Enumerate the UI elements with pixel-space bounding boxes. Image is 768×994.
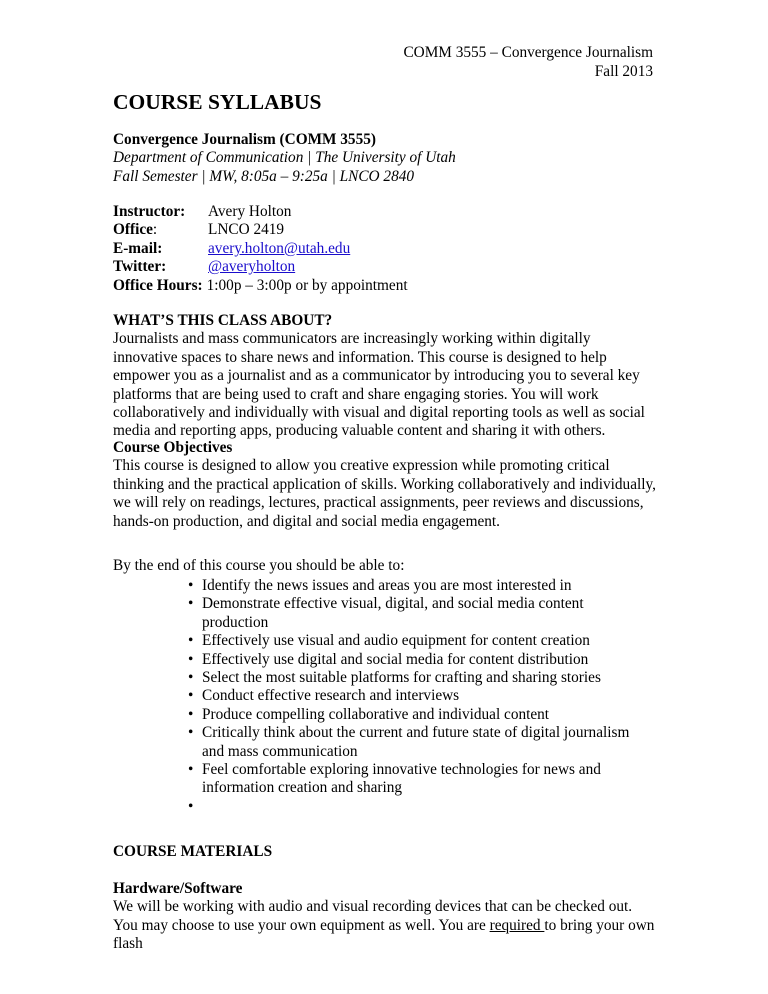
objectives-section	[113, 439, 658, 531]
course-name: Convergence Journalism (COMM 3555)	[113, 131, 376, 148]
office-colon: :	[152, 221, 158, 239]
email-label: E-mail:	[113, 239, 163, 257]
office-hours-value: 1:00p – 3:00p or by appointment	[206, 276, 408, 294]
contact-row-office-hours	[113, 277, 658, 295]
list-item: • Select the most suitable platforms for crafting and sharing stories	[188, 669, 648, 687]
office-value: LNCO 2419	[208, 221, 285, 239]
instructor-label: Instructor:	[113, 203, 186, 220]
list-item: • Critically think about the current and future state of digital journalism and mass communication	[188, 724, 648, 761]
about-section	[113, 312, 658, 441]
materials-subheading: Hardware/Software	[113, 880, 243, 897]
about-body: Journalists and mass communicators are increasingly working within digitally innovative spaces to share news and information. This course is designed to help empower you as a journalist and as a communicator by introducing you to several key platforms that are being used to craft and share engaging stories. You will work collaboratively and individually with visual and digital reporting tools as well as social media and reporting apps, producing valuable content and sharing it with others.	[113, 330, 645, 440]
twitter-link[interactable]: @averyholton	[208, 258, 296, 276]
objectives-heading: Course Objectives	[113, 439, 233, 456]
contact-row-twitter	[113, 258, 658, 276]
contact-info	[113, 203, 658, 295]
instructor-value: Avery Holton	[208, 203, 292, 220]
list-item: • Conduct effective research and interviews	[188, 687, 648, 705]
list-item: • Effectively use visual and audio equipment for content creation	[188, 632, 648, 650]
course-schedule: Fall Semester | MW, 8:05a – 9:25a | LNCO 2840	[113, 167, 415, 185]
list-item: • Effectively use digital and social media for content distribution	[188, 651, 648, 669]
objectives-intro: By the end of this course you should be able to:	[113, 557, 405, 574]
materials-body-required: required	[489, 916, 545, 934]
header-term: Fall 2013	[594, 63, 653, 80]
materials-heading	[113, 843, 658, 861]
email-link[interactable]: avery.holton@utah.edu	[208, 239, 351, 257]
materials-section	[113, 880, 658, 954]
contact-row-email	[113, 240, 658, 258]
course-info	[113, 131, 658, 186]
list-item: • Identify the news issues and areas you are most interested in	[188, 577, 648, 595]
list-item: • Feel comfortable exploring innovative technologies for news and information creation and sharing	[188, 761, 648, 798]
list-item	[188, 798, 648, 816]
list-item: • Demonstrate effective visual, digital, and social media content production	[188, 595, 648, 632]
office-label-group	[113, 221, 208, 239]
course-department: Department of Communication | The University of Utah	[113, 149, 456, 167]
page-title: COURSE SYLLABUS	[113, 90, 322, 114]
office-label: Office	[113, 221, 153, 239]
materials-body-end: to bring your own flash	[113, 916, 655, 953]
objectives-list	[188, 577, 648, 816]
list-item: • Produce compelling collaborative and individual content	[188, 706, 648, 724]
running-header	[403, 43, 653, 81]
materials-body-start: We will be working with audio and visual recording devices that can be checked out. You may choose to use your own equipment as well. You are	[113, 898, 633, 934]
twitter-label: Twitter:	[113, 258, 167, 276]
objectives-body: This course is designed to allow you creative expression while promoting critical thinking and the practical application of skills. Working collaboratively and individually, we will rely on readings, lectures, practical assignments, peer reviews and discussions, hands-on production, and digital and social media engagement.	[113, 457, 656, 530]
materials-heading-text: COURSE MATERIALS	[113, 843, 273, 860]
contact-row-office	[113, 221, 658, 239]
header-course-title: COMM 3555 – Convergence Journalism	[403, 44, 653, 61]
materials-body	[113, 898, 658, 953]
contact-row-instructor	[113, 203, 658, 221]
office-hours-label: Office Hours:	[113, 276, 203, 294]
about-heading: WHAT’S THIS CLASS ABOUT?	[113, 312, 333, 329]
